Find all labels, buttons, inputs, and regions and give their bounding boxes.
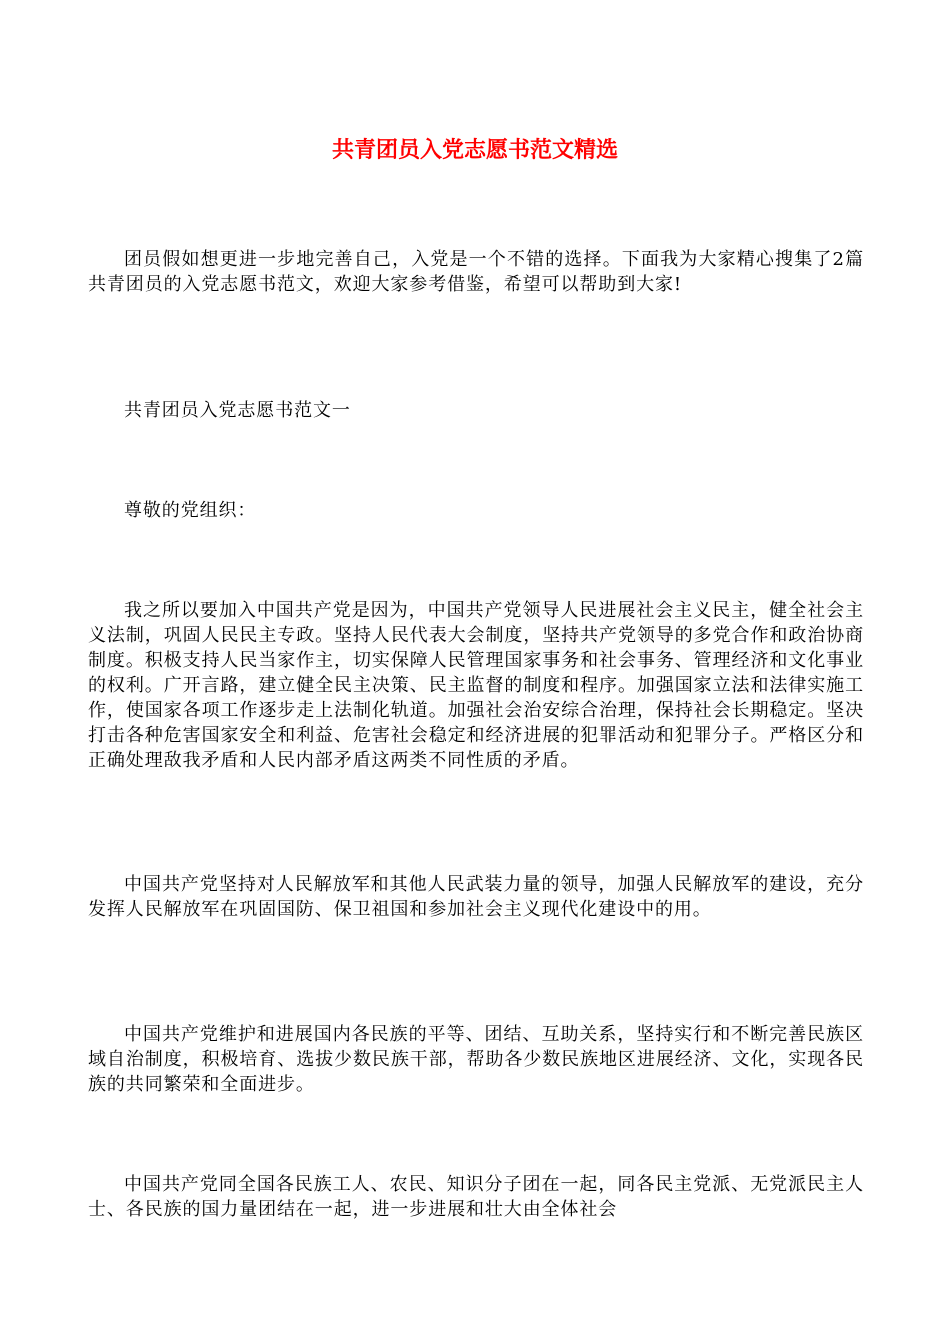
intro-paragraph: 团员假如想更进一步地完善自己，入党是一个不错的选择。下面我为大家精心搜集了2篇共青团员的入党志愿书范文，欢迎大家参考借鉴，希望可以帮助到大家! [88, 249, 864, 295]
body-paragraph-2: 中国共产党坚持对人民解放军和其他人民武装力量的领导，加强人民解放军的建设，充分发挥人民解放军在巩固国防、保卫祖国和参加社会主义现代化建设中的用。 [88, 874, 864, 920]
body-paragraph-4: 中国共产党同全国各民族工人、农民、知识分子团在一起，同各民主党派、无党派民主人士、各民族的国力量团结在一起，进一步进展和壮大由全体社会 [88, 1174, 864, 1220]
salutation: 尊敬的党组织： [124, 500, 257, 521]
section-heading: 共青团员入党志愿书范文一 [124, 400, 351, 421]
body-paragraph-1: 我之所以要加入中国共产党是因为，中国共产党领导人民进展社会主义民主，健全社会主义法制，巩固人民民主专政。坚持人民代表大会制度，坚持共产党领导的多党合作和政治协商制度。积极支持人民当家作主，切实保障人民管理国家事务和社会事务、管理经济和文化事业的权利。广开言路，建立健全民主决策、民主监督的制度和程序。加强国家立法和法律实施工作，使国家各项工作逐步走上法制化轨道。加强社会治安综合治理，保持社会长期稳定。坚决打击各种危害国家安全和利益、危害社会稳定和经济进展的犯罪活动和犯罪分子。严格区分和正确处理敌我矛盾和人民内部矛盾这两类不同性质的矛盾。 [88, 600, 864, 771]
document-title: 共青团员入党志愿书范文精选 [331, 138, 618, 163]
body-paragraph-3: 中国共产党维护和进展国内各民族的平等、团结、互助关系，坚持实行和不断完善民族区域自治制度，积极培育、选拔少数民族干部，帮助各少数民族地区进展经济、文化，实现各民族的共同繁荣和全面进步。 [88, 1024, 864, 1095]
